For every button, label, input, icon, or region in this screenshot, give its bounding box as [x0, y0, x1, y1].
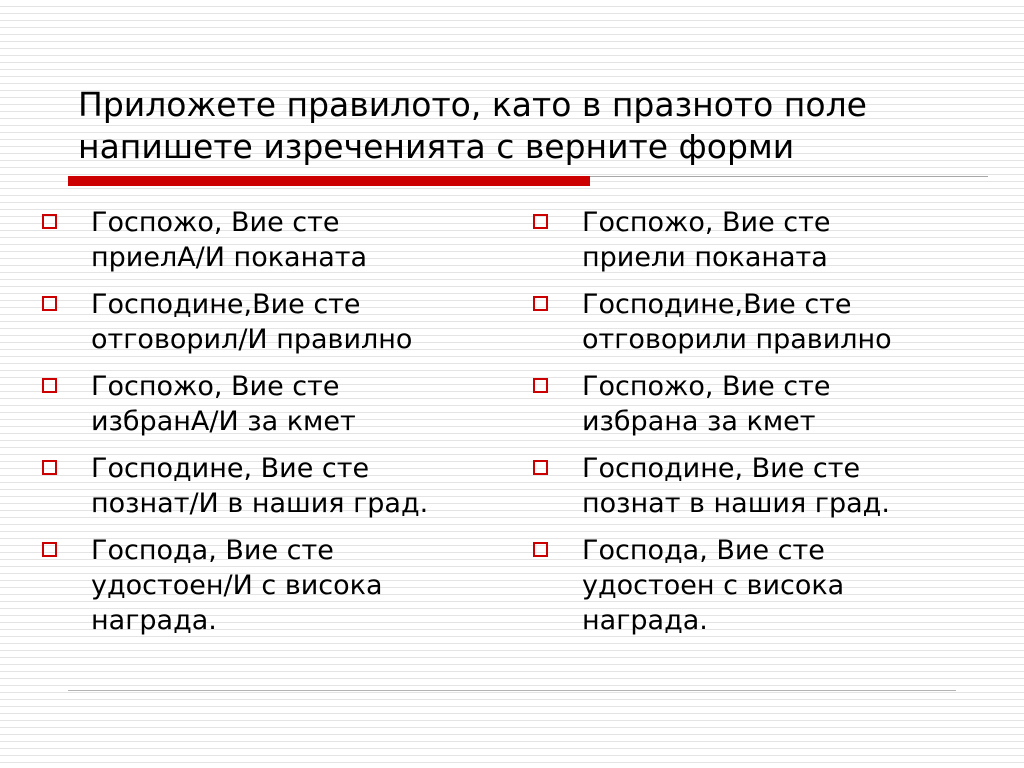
hollow-square-bullet-icon [533, 542, 548, 557]
left-item-5-line-3: награда. [91, 605, 217, 636]
right-item-3-line-1: Госпожо, Вие сте [582, 371, 831, 402]
right-item-4-line-1: Господине, Вие сте [582, 453, 861, 484]
right-item-4-line-2: познат в нашия град. [582, 488, 890, 519]
slide-title [78, 84, 978, 168]
left-list-item-1 [42, 205, 487, 275]
left-item-1-line-2: приелА/И поканата [91, 242, 368, 273]
left-list-item-5 [42, 533, 487, 638]
hollow-square-bullet-icon [42, 214, 57, 229]
right-bullet-list [533, 205, 978, 650]
right-item-5-line-1: Господа, Вие сте [582, 535, 825, 566]
hollow-square-bullet-icon [533, 378, 548, 393]
hollow-square-bullet-icon [42, 460, 57, 475]
hollow-square-bullet-icon [42, 542, 57, 557]
left-list-item-3 [42, 369, 487, 439]
left-item-2-line-2: отговорил/И правилно [91, 324, 413, 355]
footer-divider-line [68, 690, 956, 691]
left-item-4-line-1: Господине, Вие сте [91, 453, 370, 484]
left-item-2-line-1: Господине,Вие сте [91, 289, 361, 320]
left-list-item-2 [42, 287, 487, 357]
hollow-square-bullet-icon [42, 296, 57, 311]
right-list-item-5 [533, 533, 978, 638]
title-line-2: напишете изреченията с верните форми [78, 127, 795, 166]
hollow-square-bullet-icon [533, 214, 548, 229]
left-list-item-4 [42, 451, 487, 521]
left-item-5-line-2: удостоен/И с висока [91, 570, 383, 601]
right-list-item-3 [533, 369, 978, 439]
right-item-2-line-1: Господине,Вие сте [582, 289, 852, 320]
right-item-1-line-1: Госпожо, Вие сте [582, 207, 831, 238]
right-item-3-line-2: избрана за кмет [582, 406, 816, 437]
right-list-item-4 [533, 451, 978, 521]
hollow-square-bullet-icon [533, 296, 548, 311]
right-list-item-2 [533, 287, 978, 357]
right-item-5-line-2: удостоен с висока [582, 570, 845, 601]
left-item-3-line-2: избранА/И за кмет [91, 406, 356, 437]
right-list-item-1 [533, 205, 978, 275]
left-item-1-line-1: Госпожо, Вие сте [91, 207, 340, 238]
hollow-square-bullet-icon [533, 460, 548, 475]
title-accent-bar [68, 176, 590, 186]
left-item-4-line-2: познат/И в нашия град. [91, 488, 429, 519]
right-item-2-line-2: отговорили правилно [582, 324, 892, 355]
hollow-square-bullet-icon [42, 378, 57, 393]
title-line-1: Приложете правилото, като в празното поле [78, 85, 867, 124]
left-bullet-list [42, 205, 487, 650]
left-item-3-line-1: Госпожо, Вие сте [91, 371, 340, 402]
right-item-1-line-2: приели поканата [582, 242, 828, 273]
right-item-5-line-3: награда. [582, 605, 708, 636]
left-item-5-line-1: Господа, Вие сте [91, 535, 334, 566]
